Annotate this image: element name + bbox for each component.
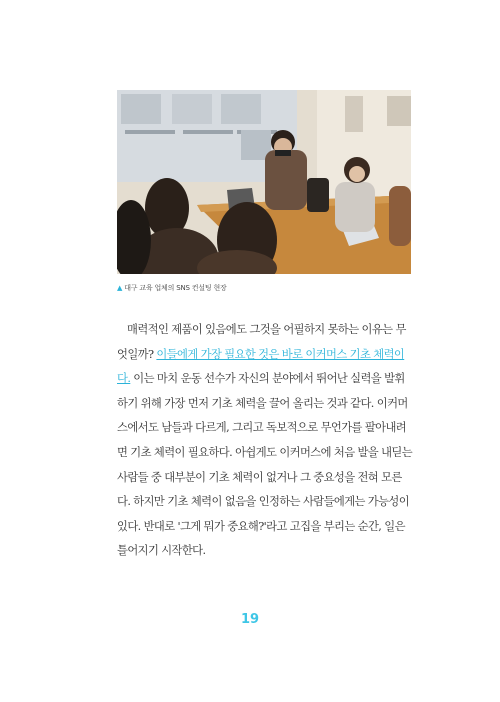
body-line (117, 318, 413, 343)
body-line (117, 392, 413, 417)
body-line (117, 416, 413, 441)
body-line-text: 있다. 반대로 '그게 뭐가 중요해?'라고 고집을 부리는 순간, 일은 (117, 519, 405, 533)
body-line-text: 면 기초 체력이 필요하다. 아쉽게도 이커머스에 처음 발을 내딛는 (117, 445, 413, 459)
body-line (117, 490, 413, 515)
page-number: 19 (240, 612, 260, 627)
body-line (117, 539, 413, 564)
body-line (117, 343, 413, 368)
body-line-text: 엇일까? (117, 347, 157, 361)
body-line-text: 하기 위해 가장 먼저 기초 체력을 끌어 올리는 것과 같다. 이커머 (117, 396, 408, 410)
body-line-text: 다. 하지만 기초 체력이 없음을 인정하는 사람들에게는 가능성이 (117, 495, 410, 509)
highlighted-text: 다. (117, 372, 131, 386)
caption-text: 대구 교육 업체의 SNS 컨설팅 현장 (124, 284, 227, 292)
body-line-text: 스에서도 남들과 다르게, 그리고 독보적으로 무언가를 팔아내려 (117, 421, 407, 435)
body-line (117, 466, 413, 491)
meeting-photo (117, 90, 411, 274)
photo-caption (117, 283, 227, 293)
triangle-marker-icon: ▲ (117, 284, 123, 292)
body-line (117, 441, 413, 466)
body-line-text: 매력적인 제품이 있음에도 그것을 어필하지 못하는 이유는 무 (127, 323, 406, 336)
body-line-text: 사람들 중 대부분이 기초 체력이 없거나 그 중요성을 전혀 모른 (117, 470, 402, 484)
body-line-text: 틀어지기 시작한다. (117, 544, 206, 558)
body-line-text: 이는 마치 운동 선수가 자신의 분야에서 뛰어난 실력을 발휘 (130, 372, 405, 386)
body-line (117, 367, 413, 392)
body-line (117, 515, 413, 540)
meeting-photo-illustration (117, 90, 411, 274)
highlighted-text: 이들에게 가장 필요한 것은 바로 이커머스 기초 체력이 (156, 347, 405, 361)
body-paragraph (117, 318, 413, 564)
